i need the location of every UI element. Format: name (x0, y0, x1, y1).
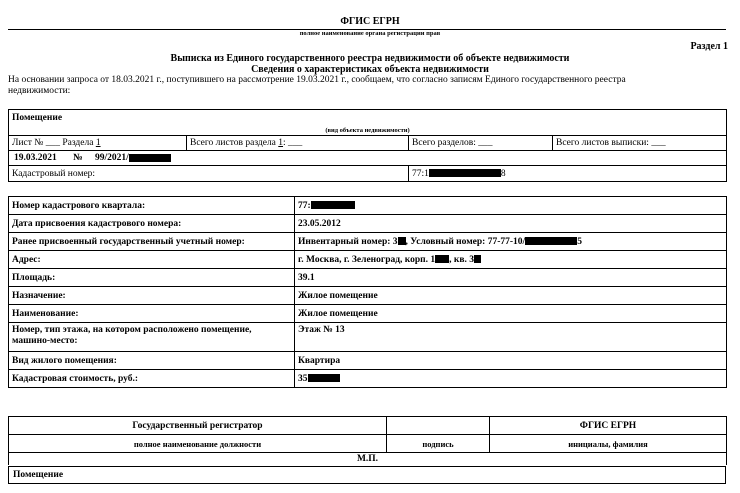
row-label: Площадь: (9, 269, 295, 287)
table-row (9, 233, 727, 251)
row-label: Номер кадастрового квартала: (9, 197, 295, 215)
registrar-name: ФГИС ЕГРН (490, 417, 727, 435)
sheet-section-value: 1 (95, 138, 101, 148)
row-label: Вид жилого помещения: (9, 352, 295, 370)
table-row (9, 352, 727, 370)
redaction-mark (398, 237, 406, 245)
extract-number: 99/2021/ (95, 153, 129, 163)
signature-field (387, 417, 490, 435)
section-label: Раздел 1 (690, 41, 728, 52)
total-sheets-label: Всего листов раздела (190, 138, 276, 148)
row-value: Этаж № 13 (295, 323, 727, 352)
redaction-mark (525, 237, 577, 245)
row-value: 77: (295, 197, 727, 215)
object-info-table (8, 109, 727, 182)
table-row (9, 323, 727, 352)
sheet-number-cell (9, 136, 187, 151)
row-label: Наименование: (9, 305, 295, 323)
row-label: Кадастровая стоимость, руб.: (9, 370, 295, 388)
registrar-position: Государственный регистратор (9, 417, 387, 435)
registry-caption: полное наименование органа регистрации прав (299, 30, 441, 37)
basis-text-line1: На основании запроса от 18.03.2021 г., поступившего на рассмотрение 19.03.2021 г., сообщаем, что согласно записям Единого государственного реестра (8, 75, 626, 85)
document-title: Выписка из Единого государственного реестра недвижимости об объекте недвижимости (170, 53, 570, 64)
extract-date: 19.03.2021 (14, 153, 57, 163)
row-value: 35 (295, 370, 727, 388)
row-value: Квартира (295, 352, 727, 370)
redaction-mark (429, 169, 501, 177)
table-row (9, 251, 727, 269)
row-value: 23.05.2012 (295, 215, 727, 233)
redaction-mark (129, 154, 171, 162)
object-type: Помещение (9, 110, 727, 126)
row-label: Ранее присвоенный государственный учетный номер: (9, 233, 295, 251)
footer-object-type: Помещение (8, 466, 726, 484)
total-sheets-cell (187, 136, 409, 151)
total-sheets-value: 1 (278, 138, 284, 148)
table-row (9, 215, 727, 233)
total-pages-cell: Всего листов выписки: ___ (553, 136, 727, 151)
table-row (9, 305, 727, 323)
row-label: Дата присвоения кадастрового номера: (9, 215, 295, 233)
number-label: № (73, 153, 83, 163)
cadastral-suffix: 8 (500, 168, 506, 179)
signature-caption: подпись (387, 435, 490, 453)
row-value: Жилое помещение (295, 287, 727, 305)
redaction-mark (474, 255, 481, 263)
position-caption: полное наименование должности (9, 435, 387, 453)
cadastral-value-cell (409, 166, 727, 182)
date-number-cell (9, 151, 727, 166)
row-label: Номер, тип этажа, на котором расположено помещение, машино-место: (9, 323, 295, 352)
row-value: Жилое помещение (295, 305, 727, 323)
document-subtitle: Сведения о характеристиках объекта недвижимости (251, 64, 489, 75)
redaction-mark (311, 201, 355, 209)
total-sheets-rest: : ___ (283, 138, 303, 148)
registry-name: ФГИС ЕГРН (340, 16, 400, 27)
row-value: г. Москва, г. Зеленоград, корп. 1 , кв. 3 (295, 251, 727, 269)
table-row (9, 197, 727, 215)
total-sections-cell: Всего разделов: ___ (409, 136, 553, 151)
basis-text-line2: недвижимости: (8, 86, 71, 96)
row-label: Адрес: (9, 251, 295, 269)
name-caption: инициалы, фамилия (490, 435, 727, 453)
table-row (9, 370, 727, 388)
row-value: Инвентарный номер: 3 , Условный номер: 77-77-10/ 5 (295, 233, 727, 251)
redaction-mark (435, 255, 449, 263)
row-value: 39.1 (295, 269, 727, 287)
object-type-caption: (вид объекта недвижимости) (9, 126, 727, 136)
table-row (9, 287, 727, 305)
redaction-mark (308, 374, 340, 382)
characteristics-table (8, 196, 727, 388)
sheet-label: Лист № ___ Раздела (12, 138, 94, 148)
cadastral-prefix: 77:1 (412, 168, 429, 179)
stamp-label: М.П. (9, 453, 727, 465)
table-row (9, 269, 727, 287)
signature-table (8, 416, 727, 465)
cadastral-label: Кадастровый номер: (9, 166, 409, 182)
row-label: Назначение: (9, 287, 295, 305)
